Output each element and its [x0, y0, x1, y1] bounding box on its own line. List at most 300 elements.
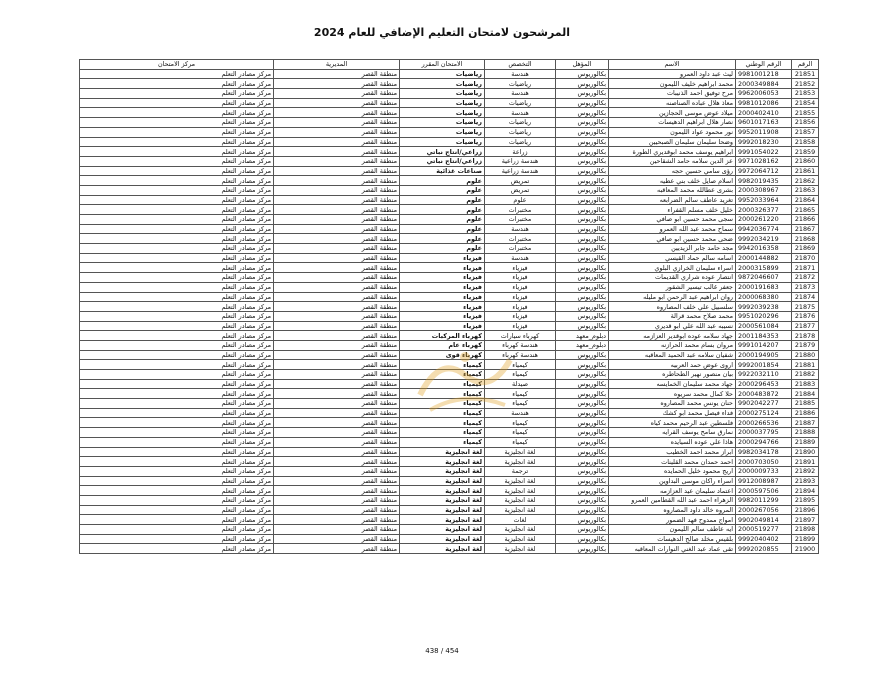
cell-name: جهاد سلامه عوده ابوقدير العزازمه [609, 331, 736, 341]
cell-qualification: بكالوريوس [556, 457, 609, 467]
cell-national-id: 2000402410 [736, 108, 792, 118]
table-row [80, 118, 819, 128]
cell-name: وضحا سليمان سليمان الصبحيين [609, 137, 736, 147]
cell-name: ليث عبد داود العمرو [609, 69, 736, 79]
cell-national-id: 9992040402 [736, 534, 792, 544]
cell-name: خليل خلف مسلم القفراء [609, 205, 736, 215]
cell-exam: علوم [400, 195, 485, 205]
cell-directorate: منطقة القصر [274, 137, 400, 147]
cell-qualification: بكالوريوس [556, 447, 609, 457]
cell-num: 21882 [792, 370, 819, 380]
cell-specialization: تمريض [485, 176, 556, 186]
cell-national-id: 9601017163 [736, 118, 792, 128]
cell-specialization: فيزياء [485, 282, 556, 292]
cell-qualification: بكالوريوس [556, 244, 609, 254]
cell-specialization: رياضيات [485, 118, 556, 128]
cell-num: 21870 [792, 253, 819, 263]
cell-exam: كيمياء [400, 389, 485, 399]
cell-num: 21895 [792, 495, 819, 505]
cell-qualification: بكالوريوس [556, 505, 609, 515]
cell-qualification: بكالوريوس [556, 89, 609, 99]
table-row [80, 370, 819, 380]
table-row [80, 457, 819, 467]
cell-directorate: منطقة القصر [274, 505, 400, 515]
cell-specialization: هندسة زراعية [485, 156, 556, 166]
cell-num: 21874 [792, 292, 819, 302]
cell-specialization: تمريض [485, 185, 556, 195]
cell-center: مركز مصادر التعلم [80, 273, 274, 283]
cell-exam: رياضيات [400, 108, 485, 118]
cell-exam: علوم [400, 205, 485, 215]
cell-name: اسراء سليمان الخرازي البلوي [609, 263, 736, 273]
cell-national-id: 2000275124 [736, 408, 792, 418]
cell-qualification: بكالوريوس [556, 525, 609, 535]
cell-exam: لغة انجليزية [400, 466, 485, 476]
cell-num: 21868 [792, 234, 819, 244]
cell-exam: رياضيات [400, 137, 485, 147]
cell-qualification: بكالوريوس [556, 79, 609, 89]
cell-directorate: منطقة القصر [274, 331, 400, 341]
cell-name: هاذا علي عوده السيايده [609, 437, 736, 447]
table-row [80, 273, 819, 283]
cell-specialization: لغات [485, 515, 556, 525]
cell-qualification: دبلوم_معهد [556, 340, 609, 350]
table-row [80, 79, 819, 89]
cell-exam: لغة انجليزية [400, 515, 485, 525]
cell-center: مركز مصادر التعلم [80, 505, 274, 515]
cell-center: مركز مصادر التعلم [80, 137, 274, 147]
cell-national-id: 2000194905 [736, 350, 792, 360]
cell-national-id: 2001184353 [736, 331, 792, 341]
header-num: الرقم [792, 60, 819, 70]
cell-specialization: فيزياء [485, 302, 556, 312]
cell-directorate: منطقة القصر [274, 273, 400, 283]
cell-name: بشرى عطالله محمد المعاقبه [609, 185, 736, 195]
cell-qualification: بكالوريوس [556, 389, 609, 399]
table-row [80, 486, 819, 496]
cell-qualification: بكالوريوس [556, 108, 609, 118]
cell-directorate: منطقة القصر [274, 408, 400, 418]
cell-num: 21898 [792, 525, 819, 535]
cell-name: اسراء راكان موسى البداوين [609, 476, 736, 486]
cell-national-id: 2000308967 [736, 185, 792, 195]
cell-national-id: 9982011299 [736, 495, 792, 505]
cell-name: تقى عماد عبد الغني النوارات المعاقبه [609, 544, 736, 554]
cell-specialization: هندسة [485, 69, 556, 79]
cell-name: نور محمود عواد الليمون [609, 127, 736, 137]
cell-exam: كيمياء [400, 370, 485, 380]
cell-center: مركز مصادر التعلم [80, 282, 274, 292]
cell-name: امواج ممدوح فهد الضمور [609, 515, 736, 525]
cell-name: نسيبه عبد الله علي ابو قديري [609, 321, 736, 331]
cell-name: مجد حامد جابر الزيديين [609, 244, 736, 254]
cell-national-id: 2000266536 [736, 418, 792, 428]
cell-num: 21875 [792, 302, 819, 312]
cell-national-id: 9992001854 [736, 360, 792, 370]
table-row [80, 224, 819, 234]
cell-num: 21880 [792, 350, 819, 360]
cell-directorate: منطقة القصر [274, 69, 400, 79]
cell-center: مركز مصادر التعلم [80, 428, 274, 438]
table-row [80, 108, 819, 118]
table-row [80, 360, 819, 370]
cell-name: احمد حمدان محمد القلينات [609, 457, 736, 467]
cell-national-id: 9962006053 [736, 89, 792, 99]
table-row [80, 282, 819, 292]
table-row [80, 331, 819, 341]
cell-specialization: زراعة [485, 147, 556, 157]
cell-qualification: بكالوريوس [556, 224, 609, 234]
cell-exam: رياضيات [400, 127, 485, 137]
cell-exam: رياضيات [400, 69, 485, 79]
cell-directorate: منطقة القصر [274, 215, 400, 225]
cell-qualification: بكالوريوس [556, 282, 609, 292]
header-qualification: المؤهل [556, 60, 609, 70]
cell-directorate: منطقة القصر [274, 340, 400, 350]
cell-directorate: منطقة القصر [274, 495, 400, 505]
cell-num: 21859 [792, 147, 819, 157]
cell-exam: فيزياء [400, 311, 485, 321]
cell-directorate: منطقة القصر [274, 224, 400, 234]
cell-exam: كهرباء عام [400, 340, 485, 350]
header-name: الاسم [609, 60, 736, 70]
cell-center: مركز مصادر التعلم [80, 525, 274, 535]
cell-directorate: منطقة القصر [274, 79, 400, 89]
cell-specialization: لغة انجليزية [485, 525, 556, 535]
cell-national-id: 9922032110 [736, 370, 792, 380]
cell-num: 21888 [792, 428, 819, 438]
cell-exam: علوم [400, 234, 485, 244]
cell-national-id: 2000315899 [736, 263, 792, 273]
cell-directorate: منطقة القصر [274, 185, 400, 195]
cell-exam: لغة انجليزية [400, 525, 485, 535]
cell-exam: فيزياء [400, 321, 485, 331]
cell-specialization: كيمياء [485, 437, 556, 447]
cell-center: مركز مصادر التعلم [80, 176, 274, 186]
candidates-table [79, 59, 819, 554]
cell-num: 21861 [792, 166, 819, 176]
cell-center: مركز مصادر التعلم [80, 340, 274, 350]
table-row [80, 515, 819, 525]
cell-num: 21873 [792, 282, 819, 292]
cell-center: مركز مصادر التعلم [80, 418, 274, 428]
cell-directorate: منطقة القصر [274, 370, 400, 380]
cell-specialization: فيزياء [485, 292, 556, 302]
cell-directorate: منطقة القصر [274, 127, 400, 137]
cell-qualification: بكالوريوس [556, 263, 609, 273]
table-row [80, 185, 819, 195]
cell-national-id: 9991054022 [736, 147, 792, 157]
cell-qualification: بكالوريوس [556, 292, 609, 302]
cell-exam: علوم [400, 215, 485, 225]
cell-exam: كيمياء [400, 437, 485, 447]
cell-qualification: بكالوريوس [556, 137, 609, 147]
cell-exam: كيمياء [400, 418, 485, 428]
cell-num: 21885 [792, 399, 819, 409]
cell-directorate: منطقة القصر [274, 428, 400, 438]
table-header-row [80, 60, 819, 70]
cell-center: مركز مصادر التعلم [80, 321, 274, 331]
cell-num: 21865 [792, 205, 819, 215]
cell-national-id: 2000349884 [736, 79, 792, 89]
cell-num: 21866 [792, 215, 819, 225]
cell-name: محمد ابراهيم خليف الليمون [609, 79, 736, 89]
cell-num: 21863 [792, 185, 819, 195]
cell-exam: كيمياء [400, 360, 485, 370]
cell-exam: علوم [400, 176, 485, 186]
cell-qualification: بكالوريوس [556, 215, 609, 225]
cell-exam: رياضيات [400, 98, 485, 108]
cell-num: 21857 [792, 127, 819, 137]
cell-specialization: هندسة [485, 408, 556, 418]
cell-specialization: هندسة كهرباء [485, 340, 556, 350]
cell-directorate: منطقة القصر [274, 476, 400, 486]
cell-national-id: 9992034219 [736, 234, 792, 244]
cell-national-id: 2000483872 [736, 389, 792, 399]
cell-num: 21854 [792, 98, 819, 108]
cell-exam: كيمياء [400, 399, 485, 409]
cell-name: سماح محمد عبد الله العمرو [609, 224, 736, 234]
table-row [80, 495, 819, 505]
table-row [80, 234, 819, 244]
cell-national-id: 9982034178 [736, 447, 792, 457]
cell-qualification: بكالوريوس [556, 418, 609, 428]
cell-center: مركز مصادر التعلم [80, 89, 274, 99]
table-row [80, 437, 819, 447]
cell-directorate: منطقة القصر [274, 418, 400, 428]
cell-specialization: كيمياء [485, 428, 556, 438]
cell-national-id: 9981012086 [736, 98, 792, 108]
cell-national-id: 2000519277 [736, 525, 792, 535]
cell-center: مركز مصادر التعلم [80, 185, 274, 195]
cell-qualification: بكالوريوس [556, 253, 609, 263]
cell-qualification: بكالوريوس [556, 205, 609, 215]
table-row [80, 156, 819, 166]
table-row [80, 292, 819, 302]
cell-specialization: فيزياء [485, 311, 556, 321]
table-row [80, 244, 819, 254]
cell-specialization: كيمياء [485, 399, 556, 409]
table-row [80, 98, 819, 108]
cell-center: مركز مصادر التعلم [80, 408, 274, 418]
cell-center: مركز مصادر التعلم [80, 302, 274, 312]
cell-center: مركز مصادر التعلم [80, 253, 274, 263]
cell-directorate: منطقة القصر [274, 89, 400, 99]
cell-directorate: منطقة القصر [274, 302, 400, 312]
cell-exam: لغة انجليزية [400, 544, 485, 554]
cell-exam: علوم [400, 185, 485, 195]
table-row [80, 418, 819, 428]
cell-center: مركز مصادر التعلم [80, 263, 274, 273]
cell-exam: لغة انجليزية [400, 486, 485, 496]
cell-exam: زراعي/انتاج نباتي [400, 147, 485, 157]
cell-specialization: لغة انجليزية [485, 495, 556, 505]
cell-directorate: منطقة القصر [274, 525, 400, 535]
table-row [80, 476, 819, 486]
cell-center: مركز مصادر التعلم [80, 166, 274, 176]
table-row [80, 350, 819, 360]
cell-qualification: بكالوريوس [556, 408, 609, 418]
cell-name: اسلام صايل خلف بني عطيه [609, 176, 736, 186]
cell-exam: رياضيات [400, 79, 485, 89]
cell-qualification: بكالوريوس [556, 466, 609, 476]
cell-specialization: كيمياء [485, 360, 556, 370]
cell-directorate: منطقة القصر [274, 350, 400, 360]
cell-directorate: منطقة القصر [274, 399, 400, 409]
cell-exam: علوم [400, 244, 485, 254]
cell-center: مركز مصادر التعلم [80, 437, 274, 447]
cell-specialization: كيمياء [485, 370, 556, 380]
cell-name: روان ابراهيم عبد الرحمن ابو مليله [609, 292, 736, 302]
cell-directorate: منطقة القصر [274, 176, 400, 186]
cell-directorate: منطقة القصر [274, 534, 400, 544]
table-row [80, 408, 819, 418]
cell-qualification: بكالوريوس [556, 302, 609, 312]
cell-qualification: بكالوريوس [556, 127, 609, 137]
cell-name: نصار هلال ابراهيم الدهيسات [609, 118, 736, 128]
cell-specialization: مختبرات [485, 234, 556, 244]
cell-national-id: 9912008987 [736, 476, 792, 486]
cell-num: 21872 [792, 273, 819, 283]
cell-exam: فيزياء [400, 292, 485, 302]
cell-exam: علوم [400, 224, 485, 234]
cell-name: بلقيس مخلد صالح الدهيسات [609, 534, 736, 544]
cell-specialization: رياضيات [485, 137, 556, 147]
cell-national-id: 9971028162 [736, 156, 792, 166]
cell-specialization: هندسة [485, 108, 556, 118]
cell-center: مركز مصادر التعلم [80, 156, 274, 166]
cell-national-id: 9992020855 [736, 544, 792, 554]
table-row [80, 544, 819, 554]
cell-national-id: 2000068380 [736, 292, 792, 302]
cell-qualification: بكالوريوس [556, 147, 609, 157]
cell-exam: لغة انجليزية [400, 534, 485, 544]
cell-national-id: 9952033964 [736, 195, 792, 205]
cell-directorate: منطقة القصر [274, 234, 400, 244]
cell-qualification: بكالوريوس [556, 476, 609, 486]
cell-num: 21852 [792, 79, 819, 89]
cell-directorate: منطقة القصر [274, 515, 400, 525]
cell-specialization: فيزياء [485, 263, 556, 273]
cell-national-id: 2000296453 [736, 379, 792, 389]
page-title: المرشحون لامتحان التعليم الإضافي للعام 2024 [313, 26, 571, 39]
table-row [80, 127, 819, 137]
table-row [80, 321, 819, 331]
table-row [80, 137, 819, 147]
cell-name: رؤى سامي حسين حجه [609, 166, 736, 176]
cell-num: 21856 [792, 118, 819, 128]
cell-qualification: بكالوريوس [556, 350, 609, 360]
cell-center: مركز مصادر التعلم [80, 457, 274, 467]
cell-exam: لغة انجليزية [400, 495, 485, 505]
cell-num: 21893 [792, 476, 819, 486]
cell-num: 21855 [792, 108, 819, 118]
cell-directorate: منطقة القصر [274, 311, 400, 321]
cell-num: 21896 [792, 505, 819, 515]
cell-exam: كيمياء [400, 428, 485, 438]
cell-qualification: بكالوريوس [556, 273, 609, 283]
cell-national-id: 9902042277 [736, 399, 792, 409]
cell-num: 21883 [792, 379, 819, 389]
cell-center: مركز مصادر التعلم [80, 476, 274, 486]
header-directorate: المديرية [274, 60, 400, 70]
cell-specialization: مختبرات [485, 205, 556, 215]
cell-num: 21860 [792, 156, 819, 166]
cell-num: 21887 [792, 418, 819, 428]
cell-center: مركز مصادر التعلم [80, 118, 274, 128]
cell-name: محمد صلاح محمد قرالة [609, 311, 736, 321]
cell-name: اعتماد سليمان عيد العزازمه [609, 486, 736, 496]
cell-num: 21897 [792, 515, 819, 525]
cell-national-id: 2000267056 [736, 505, 792, 515]
table-row [80, 89, 819, 99]
cell-exam: زراعي/انتاج نباتي [400, 156, 485, 166]
cell-name: معاذ هلال عباده الصناصنه [609, 98, 736, 108]
cell-specialization: صيدلة [485, 379, 556, 389]
cell-name: الزهراء احمد عبد الله القطامين العمرو [609, 495, 736, 505]
header-exam: الامتحان المقرر [400, 60, 485, 70]
cell-qualification: دبلوم_معهد [556, 331, 609, 341]
cell-directorate: منطقة القصر [274, 321, 400, 331]
cell-exam: كيمياء [400, 379, 485, 389]
cell-name: حنان يونس محمد المصاروه [609, 399, 736, 409]
cell-specialization: لغة انجليزية [485, 476, 556, 486]
cell-num: 21864 [792, 195, 819, 205]
cell-name: فداء فيصل محمد ابو كشك [609, 408, 736, 418]
cell-directorate: منطقة القصر [274, 447, 400, 457]
cell-qualification: بكالوريوس [556, 156, 609, 166]
cell-specialization: هندسة [485, 89, 556, 99]
cell-num: 21877 [792, 321, 819, 331]
cell-specialization: ترجمة [485, 466, 556, 476]
cell-num: 21891 [792, 457, 819, 467]
cell-name: اسامه سالم حماد القيسي [609, 253, 736, 263]
cell-specialization: فيزياء [485, 321, 556, 331]
cell-num: 21881 [792, 360, 819, 370]
cell-qualification: بكالوريوس [556, 515, 609, 525]
cell-national-id: 9952011908 [736, 127, 792, 137]
cell-national-id: 9872046607 [736, 273, 792, 283]
cell-center: مركز مصادر التعلم [80, 486, 274, 496]
cell-qualification: بكالوريوس [556, 370, 609, 380]
cell-specialization: هندسة [485, 224, 556, 234]
cell-center: مركز مصادر التعلم [80, 350, 274, 360]
cell-national-id: 9992018230 [736, 137, 792, 147]
table-row [80, 166, 819, 176]
cell-center: مركز مصادر التعلم [80, 127, 274, 137]
cell-center: مركز مصادر التعلم [80, 195, 274, 205]
cell-num: 21851 [792, 69, 819, 79]
cell-center: مركز مصادر التعلم [80, 534, 274, 544]
cell-num: 21858 [792, 137, 819, 147]
cell-specialization: لغة انجليزية [485, 447, 556, 457]
table-row [80, 263, 819, 273]
table-row [80, 447, 819, 457]
cell-national-id: 9902049814 [736, 515, 792, 525]
cell-num: 21884 [792, 389, 819, 399]
cell-specialization: رياضيات [485, 127, 556, 137]
cell-exam: فيزياء [400, 282, 485, 292]
cell-exam: فيزياء [400, 302, 485, 312]
cell-qualification: بكالوريوس [556, 234, 609, 244]
cell-national-id: 2000009733 [736, 466, 792, 476]
cell-directorate: منطقة القصر [274, 389, 400, 399]
cell-specialization: لغة انجليزية [485, 505, 556, 515]
cell-directorate: منطقة القصر [274, 544, 400, 554]
cell-center: مركز مصادر التعلم [80, 379, 274, 389]
table-row [80, 215, 819, 225]
cell-name: ميلاد عوض موسى الحجازين [609, 108, 736, 118]
